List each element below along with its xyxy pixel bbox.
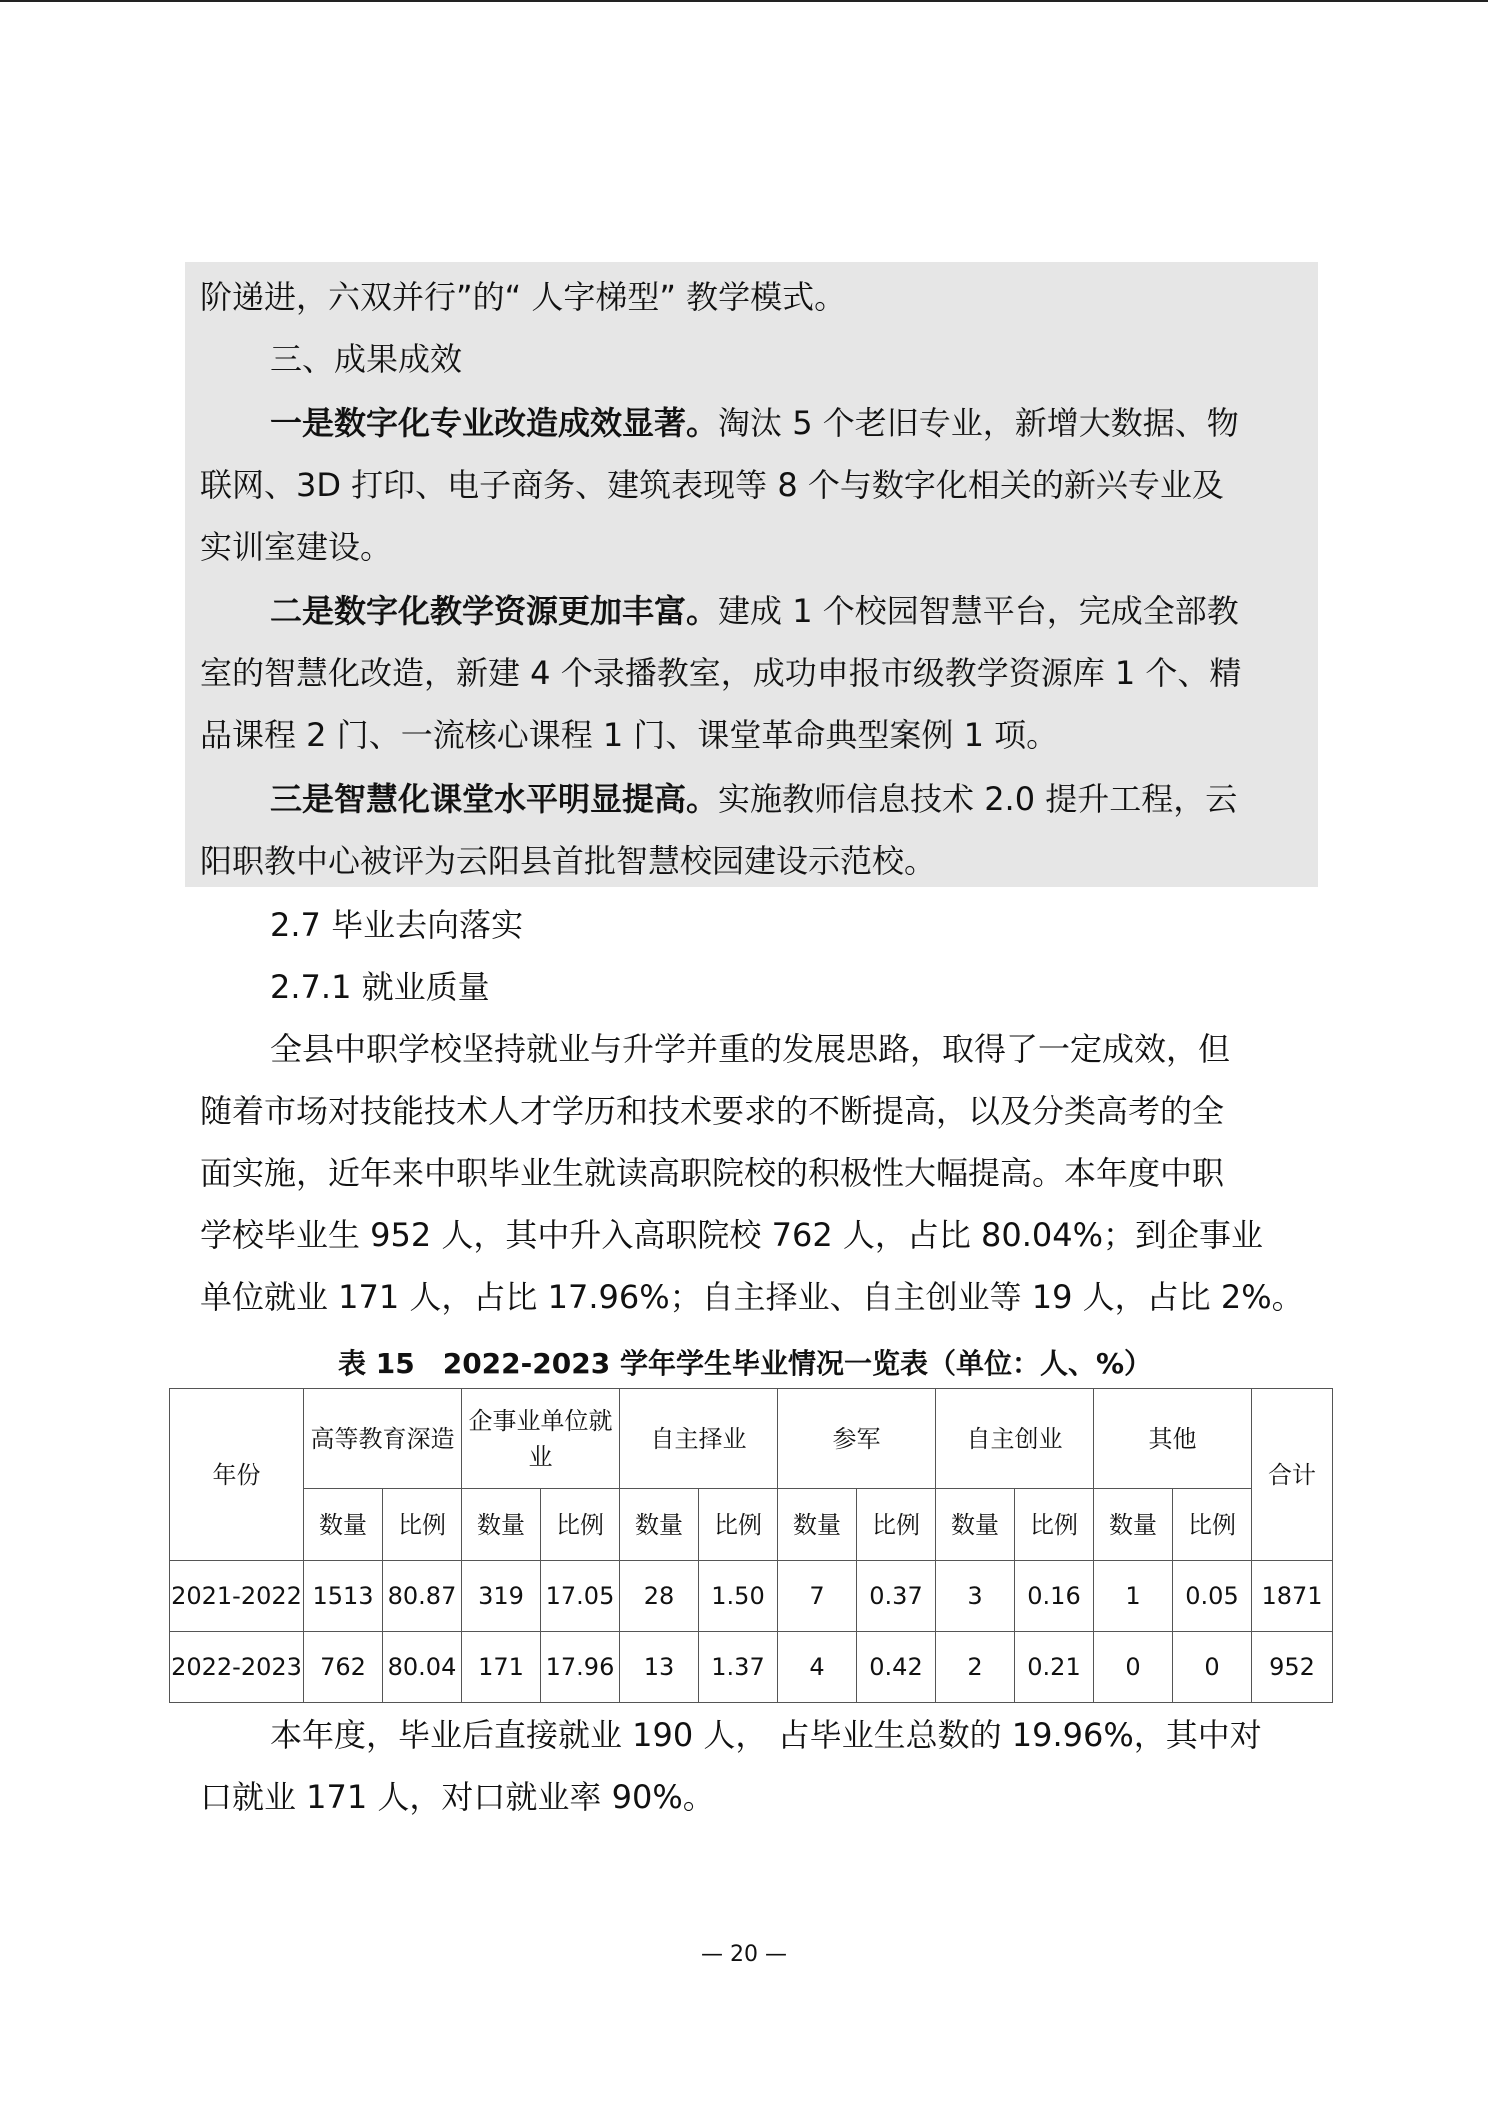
table-subheader-row — [170, 1489, 1333, 1561]
table-cell: 1513 — [304, 1561, 383, 1632]
paragraph-employment-line3: 面实施，近年来中职毕业生就读高职院校的积极性大幅提高。本年度中职 — [200, 1154, 1225, 1192]
table-cell: 0.05 — [1173, 1561, 1252, 1632]
paragraph-direct-employment-line2: 口就业 171 人，对口就业率 90%。 — [200, 1778, 715, 1816]
header-year: 年份 — [170, 1389, 304, 1561]
paragraph-employment-line4: 学校毕业生 952 人，其中升入高职院校 762 人，占比 80.04%；到企事业 — [200, 1216, 1264, 1254]
paragraph-achievement-2-line2: 室的智慧化改造，新建 4 个录播教室，成功申报市级教学资源库 1 个、精 — [200, 654, 1242, 692]
table-cell: 4 — [778, 1632, 857, 1703]
table-cell: 2021-2022 — [170, 1561, 304, 1632]
table-cell: 0.42 — [857, 1632, 936, 1703]
subheader-ratio: 比例 — [699, 1489, 778, 1561]
header-entrepreneurship: 自主创业 — [936, 1389, 1094, 1489]
section-heading-results: 三、成果成效 — [270, 340, 463, 378]
table-cell: 319 — [462, 1561, 541, 1632]
subheader-ratio: 比例 — [383, 1489, 462, 1561]
table-cell: 0.37 — [857, 1561, 936, 1632]
paragraph-employment-line5: 单位就业 171 人，占比 17.96%；自主择业、自主创业等 19 人，占比 2%。 — [200, 1278, 1304, 1316]
subheader-count: 数量 — [462, 1489, 541, 1561]
paragraph-continuation: 阶递进，六双并行”的“ 人字梯型” 教学模式。 — [200, 278, 847, 316]
table-cell: 762 — [304, 1632, 383, 1703]
header-enterprise-employment: 企事业单位就业 — [462, 1389, 620, 1489]
table-cell: 7 — [778, 1561, 857, 1632]
table-caption: 表 15 2022-2023 学年学生毕业情况一览表（单位：人、%） — [338, 1347, 1152, 1380]
table-cell: 80.04 — [383, 1632, 462, 1703]
header-military: 参军 — [778, 1389, 936, 1489]
table-cell: 2 — [936, 1632, 1015, 1703]
table-cell: 0 — [1173, 1632, 1252, 1703]
table-cell: 13 — [620, 1632, 699, 1703]
paragraph-achievement-3: 三是智慧化课堂水平明显提高。实施教师信息技术 2.0 提升工程，云 — [270, 780, 1238, 818]
header-higher-education: 高等教育深造 — [304, 1389, 462, 1489]
table-cell: 17.96 — [541, 1632, 620, 1703]
header-other: 其他 — [1094, 1389, 1252, 1489]
header-self-employment: 自主择业 — [620, 1389, 778, 1489]
table-cell: 0.21 — [1015, 1632, 1094, 1703]
table-row — [170, 1561, 1333, 1632]
graduation-table — [169, 1388, 1333, 1703]
subheader-count: 数量 — [1094, 1489, 1173, 1561]
table-cell: 0.16 — [1015, 1561, 1094, 1632]
table-cell: 80.87 — [383, 1561, 462, 1632]
table-row — [170, 1632, 1333, 1703]
table-cell: 0 — [1094, 1632, 1173, 1703]
page-top-border — [0, 0, 1488, 2]
subheader-ratio: 比例 — [1015, 1489, 1094, 1561]
table-cell: 2022-2023 — [170, 1632, 304, 1703]
paragraph-achievement-1: 一是数字化专业改造成效显著。淘汰 5 个老旧专业，新增大数据、物 — [270, 404, 1239, 442]
table-cell: 1.50 — [699, 1561, 778, 1632]
page-number: — 20 — — [701, 1942, 787, 1967]
paragraph-achievement-2: 二是数字化教学资源更加丰富。建成 1 个校园智慧平台，完成全部教 — [270, 592, 1239, 630]
subheader-count: 数量 — [778, 1489, 857, 1561]
subheader-count: 数量 — [620, 1489, 699, 1561]
table-cell: 952 — [1252, 1632, 1333, 1703]
paragraph-achievement-3-line2: 阳职教中心被评为云阳县首批智慧校园建设示范校。 — [200, 842, 937, 880]
paragraph-achievement-1-line3: 实训室建设。 — [200, 528, 393, 566]
table-cell: 171 — [462, 1632, 541, 1703]
paragraph-achievement-2-line3: 品课程 2 门、一流核心课程 1 门、课堂革命典型案例 1 项。 — [200, 716, 1059, 754]
header-total: 合计 — [1252, 1389, 1333, 1561]
table-header-row — [170, 1389, 1333, 1489]
section-heading-2-7: 2.7 毕业去向落实 — [270, 906, 524, 944]
paragraph-direct-employment: 本年度，毕业后直接就业 190 人， 占毕业生总数的 19.96%，其中对 — [270, 1716, 1262, 1754]
paragraph-employment: 全县中职学校坚持就业与升学并重的发展思路，取得了一定成效，但 — [270, 1030, 1231, 1068]
subheader-ratio: 比例 — [541, 1489, 620, 1561]
table-cell: 17.05 — [541, 1561, 620, 1632]
subheader-ratio: 比例 — [857, 1489, 936, 1561]
table-cell: 3 — [936, 1561, 1015, 1632]
section-heading-2-7-1: 2.7.1 就业质量 — [270, 968, 490, 1006]
subheader-count: 数量 — [304, 1489, 383, 1561]
paragraph-employment-line2: 随着市场对技能技术人才学历和技术要求的不断提高，以及分类高考的全 — [200, 1092, 1225, 1130]
subheader-ratio: 比例 — [1173, 1489, 1252, 1561]
table-cell: 28 — [620, 1561, 699, 1632]
table-cell: 1871 — [1252, 1561, 1333, 1632]
table-cell: 1.37 — [699, 1632, 778, 1703]
table-cell: 1 — [1094, 1561, 1173, 1632]
paragraph-achievement-1-line2: 联网、3D 打印、电子商务、建筑表现等 8 个与数字化相关的新兴专业及 — [200, 466, 1224, 504]
subheader-count: 数量 — [936, 1489, 1015, 1561]
